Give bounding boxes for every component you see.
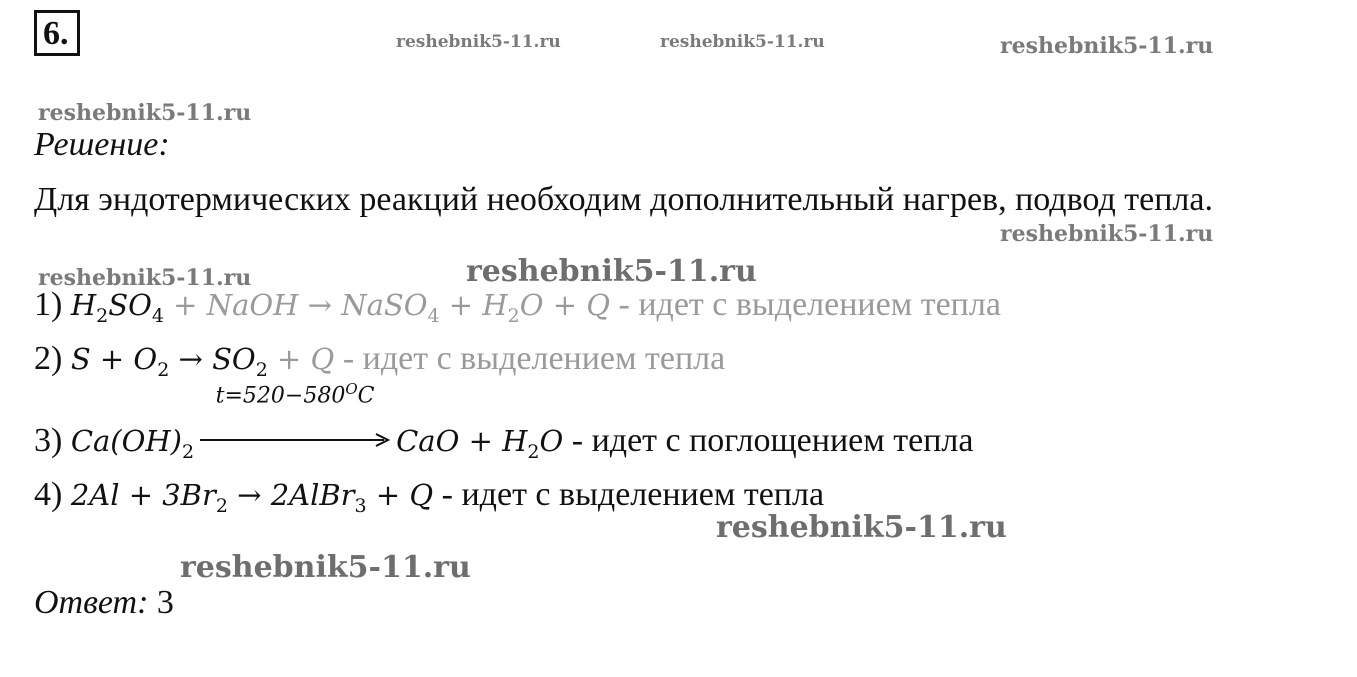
answer-value: 3 [156, 584, 174, 621]
watermark: reshebnik5-11.ru [38, 100, 252, 126]
watermark: reshebnik5-11.ru [180, 550, 471, 585]
reaction-index: 4) [34, 476, 63, 513]
reaction-equation: $2Al + 3Br_2$ → 2AlBr$_3$ + Q [70, 478, 434, 517]
reaction-index: 1) [34, 286, 63, 323]
reaction-2 [34, 340, 725, 381]
answer-label: Ответ: [34, 584, 149, 621]
condition-arrow [198, 380, 392, 460]
reaction-1 [34, 286, 1001, 327]
intro-paragraph: Для эндотермических реакций необходим дополнительный нагрев, подвод тепла. [34, 181, 1213, 218]
reaction-4 [34, 476, 824, 517]
answer [34, 584, 174, 622]
reaction-condition: $t=520-580^OC$ [215, 380, 375, 409]
solution-label: Решение: [34, 126, 170, 163]
reaction-equation: $H_2SO_4$ + NaOH → NaSO$_4$ + $H_2O + Q$ [70, 288, 611, 327]
watermark: reshebnik5-11.ru [38, 265, 252, 291]
reaction-equation: $S + O_2 \to SO_2 + Q$ [70, 342, 335, 381]
reaction-3 [34, 380, 974, 463]
watermark: reshebnik5-11.ru [396, 32, 561, 52]
task-number: 6. [34, 10, 80, 56]
watermark: reshebnik5-11.ru [466, 254, 757, 289]
watermark: reshebnik5-11.ru [660, 32, 825, 52]
watermark: reshebnik5-11.ru [1000, 33, 1214, 59]
reaction-index: 2) [34, 340, 63, 377]
reaction-note: - идет с выделением тепла [334, 340, 726, 377]
reaction-note: - идет с выделением тепла [610, 286, 1001, 323]
reaction-index: 3) [34, 422, 63, 459]
reaction-note: - идет с поглощением тепла [563, 422, 974, 459]
watermark: reshebnik5-11.ru [716, 510, 1007, 545]
reaction-note: - идет с выделением тепла [433, 476, 825, 513]
watermark: reshebnik5-11.ru [1000, 221, 1214, 247]
reaction-equation: $Ca(OH)_2$ $t=520-580^OC$ CaO + $H_2O$ [70, 380, 564, 463]
